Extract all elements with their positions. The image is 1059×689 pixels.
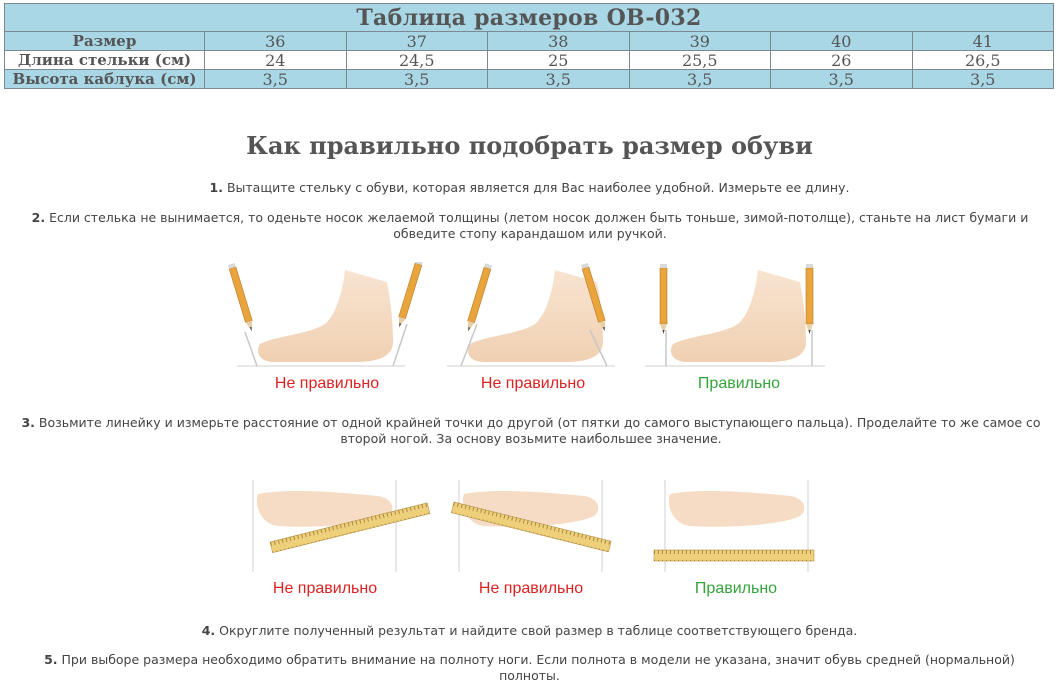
table-cell: 37	[346, 32, 488, 51]
table-cell: 3,5	[205, 70, 347, 89]
ruler-wrong-1	[253, 480, 430, 572]
foot-illustration	[671, 270, 806, 362]
step-text: Округлите полученный результат и найдите свой размер в таблице соответствующего бренда.	[219, 623, 858, 638]
ruler-wrong-2	[451, 480, 611, 572]
guide-title: Как правильно подобрать размер обуви	[246, 131, 813, 160]
pencil-icon	[465, 263, 492, 332]
tracing-correct	[645, 264, 825, 366]
ruler-illustrations	[248, 480, 823, 575]
size-table-title: Таблица размеров OB-032	[5, 4, 1054, 32]
caption-wrong-1: Не правильно	[274, 375, 380, 392]
step-3	[14, 415, 1048, 447]
step-4	[10, 623, 1049, 639]
table-cell: 38	[488, 32, 630, 51]
table-cell: 3,5	[771, 70, 913, 89]
caption-wrong-2: Не правильно	[480, 375, 586, 392]
table-cell: 25,5	[629, 51, 771, 70]
table-cell: 3,5	[629, 70, 771, 89]
pencil-icon	[806, 264, 813, 334]
row-label-heel-height: Высота каблука (см)	[5, 70, 205, 89]
step-1	[10, 180, 1049, 196]
size-table	[4, 3, 1054, 89]
tracing-wrong-1	[228, 262, 423, 366]
table-cell: 26,5	[912, 51, 1054, 70]
foot-illustration	[468, 270, 603, 362]
step-number: 2.	[31, 210, 46, 225]
caption-wrong-2: Не правильно	[478, 580, 584, 597]
pencil-icon	[228, 263, 255, 332]
foot-illustration	[669, 491, 805, 527]
tracing-illustrations	[215, 262, 835, 372]
table-row	[5, 51, 1054, 70]
table-cell: 39	[629, 32, 771, 51]
ruler-icon	[654, 550, 814, 561]
pencil-icon	[396, 262, 423, 328]
caption-correct: Правильно	[697, 375, 781, 392]
step-5	[40, 652, 1019, 684]
row-label-insole-length: Длина стельки (см)	[5, 51, 205, 70]
foot-illustration	[258, 270, 393, 362]
table-cell: 41	[912, 32, 1054, 51]
table-row	[5, 32, 1054, 51]
step-text: Если стелька не вынимается, то оденьте носок желаемой толщины (летом носок должен быть тоньше, зимой-потолще), станьте на лист бумаги и обведите стопу карандашом или ручкой.	[49, 210, 1029, 241]
step-text: Вытащите стельку с обуви, которая является для Вас наиболее удобной. Измерьте ее длину.	[226, 180, 850, 195]
table-row	[5, 70, 1054, 89]
step-number: 4.	[201, 623, 216, 638]
tracing-wrong-2	[447, 263, 615, 366]
table-cell: 24	[205, 51, 347, 70]
table-cell: 36	[205, 32, 347, 51]
step-number: 1.	[209, 180, 223, 195]
table-cell: 24,5	[346, 51, 488, 70]
table-cell: 26	[771, 51, 913, 70]
table-cell: 3,5	[488, 70, 630, 89]
step-number: 3.	[21, 415, 35, 430]
pencil-icon	[660, 264, 667, 334]
step-text: Возьмите линейку и измерьте расстояние от одной крайней точки до другой (от пятки до самого выступающего пальца). Проделайте то же самое со второй ногой. За основу возьмите наибольшее значение.	[38, 415, 1041, 446]
step-number: 5.	[44, 652, 58, 667]
table-cell: 3,5	[912, 70, 1054, 89]
caption-correct: Правильно	[694, 580, 778, 597]
ruler-correct	[654, 480, 814, 572]
step-2	[14, 210, 1046, 242]
table-cell: 40	[771, 32, 913, 51]
table-cell: 3,5	[346, 70, 488, 89]
table-cell: 25	[488, 51, 630, 70]
caption-wrong-1: Не правильно	[272, 580, 378, 597]
row-label-size: Размер	[5, 32, 205, 51]
step-text: При выборе размера необходимо обратить внимание на полноту ноги. Если полнота в модели не указана, значит обувь средней (нормальной) полноты.	[61, 652, 1015, 683]
